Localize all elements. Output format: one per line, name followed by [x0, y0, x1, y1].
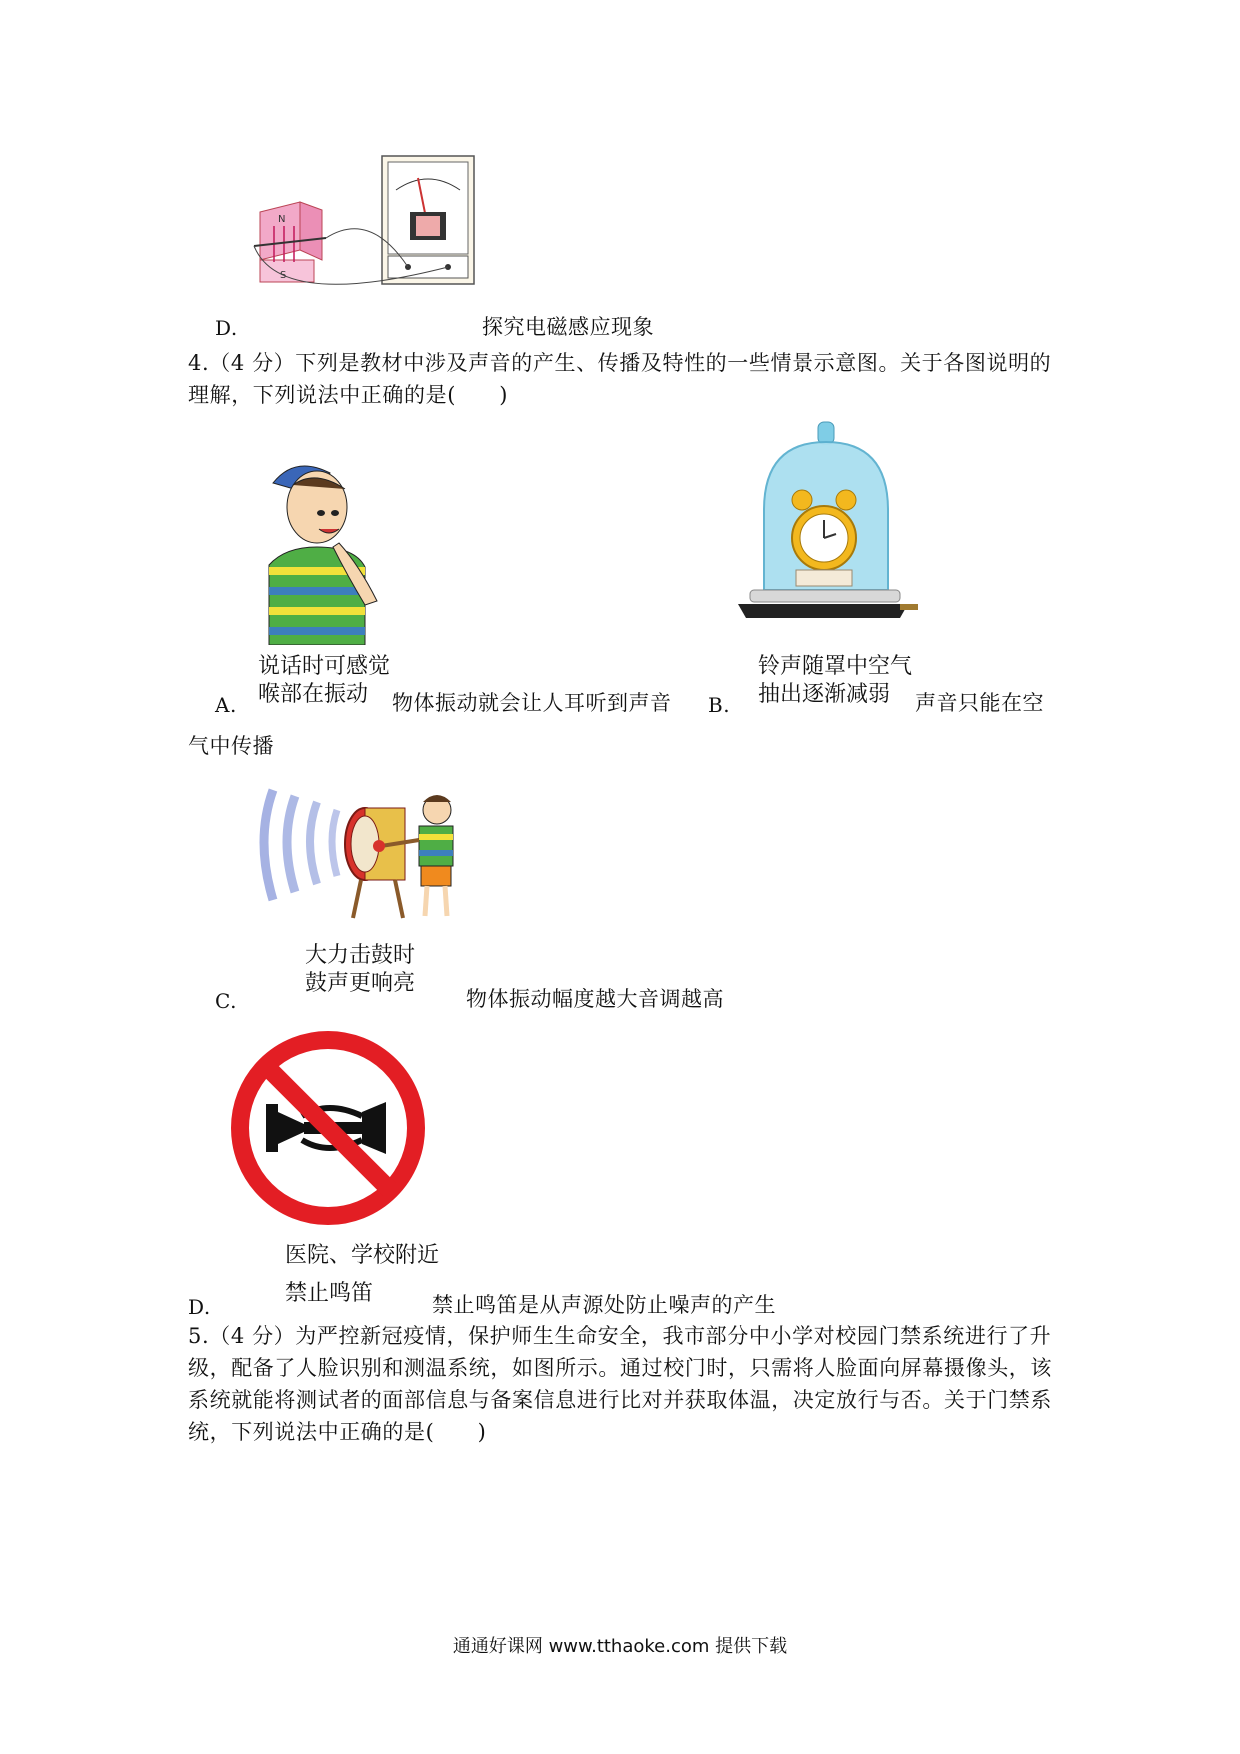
q4-a-caption-line2: 喉部在振动 [258, 682, 369, 707]
q4-c-caption-line1: 大力击鼓时 [305, 943, 416, 968]
page-footer: 通通好课网 www.tthaoke.com 提供下载 [452, 1636, 788, 1657]
svg-text:N: N [278, 214, 286, 225]
q4-c-text: 物体振动幅度越大音调越高 [466, 987, 724, 1011]
q4-c-label: C. [215, 989, 237, 1013]
q4-d-caption-line1: 医院、学校附近 [285, 1243, 440, 1268]
q4-a-label: A. [215, 693, 237, 717]
q4-b-text-line1: 声音只能在空 [915, 691, 1044, 715]
q4-a-caption-line1: 说话时可感觉 [258, 654, 391, 679]
q4-d-label: D. [188, 1295, 211, 1319]
q4-b-label: B. [708, 693, 731, 717]
q4-b-caption-line2: 抽出逐渐减弱 [758, 682, 891, 707]
q4-d-text: 禁止鸣笛是从声源处防止噪声的产生 [432, 1293, 776, 1317]
q4-b-text-line2: 气中传播 [188, 734, 274, 758]
alarm-clock-bell-jar-figure [738, 420, 918, 640]
q5-stem: 5.（4 分）为严控新冠疫情，保护师生生命安全，我市部分中小学对校园门禁系统进行了升级，配备了人脸识别和测温系统，如图所示。通过校门时，只需将人脸面向屏幕摄像头，该系统就能将测试者的面部信息与备案信息进行比对并获取体温，决定放行与否。关于门禁系统，下列说法中正确的是( ) [188, 1324, 1052, 1444]
q3-option-d-label: D. [215, 316, 238, 340]
svg-text:S: S [280, 270, 287, 281]
boy-touching-throat-figure [255, 455, 385, 645]
q4-a-text: 物体振动就会让人耳听到声音 [392, 691, 672, 715]
galvanometer-circuit-figure [250, 150, 490, 320]
drum-sound-waves-figure [255, 780, 465, 920]
q4-c-caption-line2: 鼓声更响亮 [305, 971, 416, 996]
q3-option-d-text: 探究电磁感应现象 [482, 315, 654, 339]
no-horn-sign-icon [228, 1028, 428, 1228]
q4-stem: 4.（4 分）下列是教材中涉及声音的产生、传播及特性的一些情景示意图。关于各图说明的理解，下列说法中正确的是( ) [188, 351, 1052, 407]
q4-d-caption-line2: 禁止鸣笛 [285, 1281, 374, 1306]
q4-b-caption-line1: 铃声随罩中空气 [758, 654, 913, 679]
